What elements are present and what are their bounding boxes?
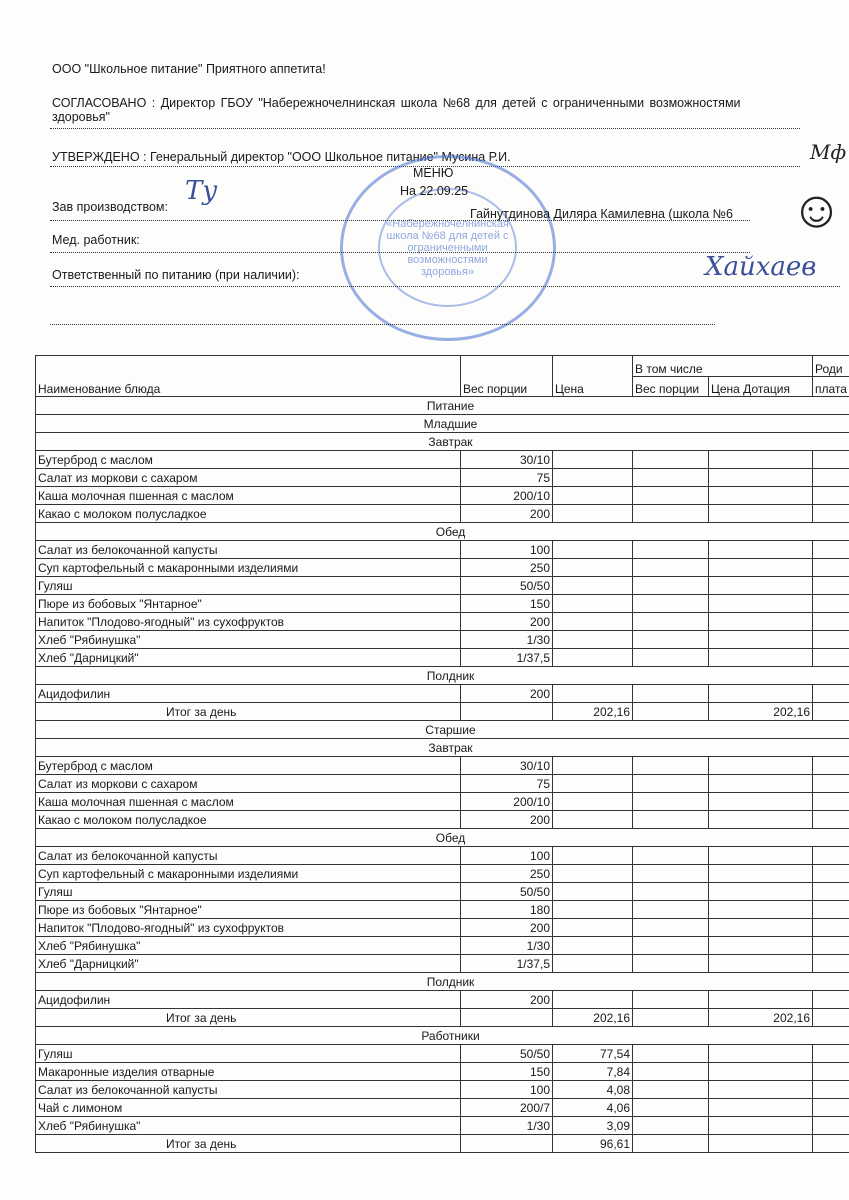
weight-cell: 100 [461,541,553,559]
menu-date: На 22.09.25 [400,184,469,198]
total-row [36,1009,849,1027]
weight-cell: 75 [461,469,553,487]
section-title: Питание [36,397,849,415]
inc-weight-cell [633,901,709,919]
parent-pay-cell [813,1135,849,1153]
inc-weight-cell [633,451,709,469]
inc-price-cell [709,559,813,577]
table-row [36,469,849,487]
dish-name: Напиток "Плодово-ягодный" из сухофруктов [36,919,461,937]
dish-name: Каша молочная пшенная с маслом [36,487,461,505]
table-row [36,847,849,865]
parent-pay-cell [813,595,849,613]
weight-cell: 30/10 [461,757,553,775]
section-title: Обед [36,829,849,847]
col-header-parent-2: плата [813,376,849,397]
price-cell [553,559,633,577]
inc-price-cell [709,613,813,631]
parent-pay-cell [813,613,849,631]
parent-pay-cell [813,559,849,577]
dish-name: Какао с молоком полусладкое [36,811,461,829]
table-row [36,883,849,901]
inc-weight-cell [633,955,709,973]
section-row [36,721,849,739]
col-header-inc-price: Цена Дотация [709,376,813,397]
weight-cell: 30/10 [461,451,553,469]
inc-weight-cell [633,595,709,613]
inc-price-cell [709,649,813,667]
weight-cell [461,1009,553,1027]
parent-pay-cell [813,451,849,469]
table-row [36,559,849,577]
price-cell [553,577,633,595]
dish-name: Бутерброд с маслом [36,451,461,469]
inc-price-cell [709,451,813,469]
inc-price-cell [709,577,813,595]
parent-pay-cell [813,469,849,487]
parent-pay-cell [813,919,849,937]
dish-name: Салат из белокочанной капусты [36,541,461,559]
dish-name: Гуляш [36,883,461,901]
dish-name: Гуляш [36,577,461,595]
table-row [36,937,849,955]
parent-pay-cell [813,991,849,1009]
parent-pay-cell [813,1009,849,1027]
table-row [36,451,849,469]
inc-price-cell [709,1117,813,1135]
price-cell [553,919,633,937]
table-row [36,955,849,973]
dish-name: Салат из белокочанной капусты [36,847,461,865]
table-row [36,919,849,937]
section-title: Обед [36,523,849,541]
price-cell [553,631,633,649]
col-header-name: Наименование блюда [36,356,461,397]
inc-price-cell [709,919,813,937]
section-row [36,397,849,415]
inc-weight-cell [633,1135,709,1153]
table-row [36,1099,849,1117]
inc-weight-cell [633,559,709,577]
inc-weight-cell [633,541,709,559]
parent-pay-cell [813,811,849,829]
price-cell [553,541,633,559]
weight-cell: 200 [461,613,553,631]
inc-price-cell [709,1063,813,1081]
inc-weight-cell [633,703,709,721]
menu-table [35,355,849,1153]
weight-cell [461,1135,553,1153]
inc-price-cell [709,955,813,973]
inc-weight-cell [633,811,709,829]
table-row [36,595,849,613]
parent-pay-cell [813,757,849,775]
inc-weight-cell [633,919,709,937]
table-row [36,505,849,523]
table-row [36,1063,849,1081]
price-cell [553,937,633,955]
menu-title: МЕНЮ [413,166,454,180]
inc-weight-cell [633,1063,709,1081]
weight-cell: 50/50 [461,577,553,595]
table-header-row [36,356,849,377]
price-cell [553,793,633,811]
table-row [36,685,849,703]
director-signature: Мф [810,140,847,164]
parent-pay-cell [813,955,849,973]
inc-weight-cell [633,1081,709,1099]
weight-cell: 50/50 [461,1045,553,1063]
price-cell [553,649,633,667]
dish-name: Хлеб "Рябинушка" [36,937,461,955]
divider [50,286,840,287]
dish-name: Салат из моркови с сахаром [36,775,461,793]
inc-price-cell [709,757,813,775]
section-title: Работники [36,1027,849,1045]
section-title: Младшие [36,415,849,433]
col-header-weight: Вес порции [461,356,553,397]
agreed-line-cont: здоровья" [52,110,110,124]
parent-pay-cell [813,703,849,721]
inc-price-cell [709,811,813,829]
inc-weight-cell [633,577,709,595]
table-row [36,811,849,829]
school-stamp: «Набережночелнинская школа №68 для детей с ограниченными возможностями здоровья» [340,155,556,341]
inc-price-cell [709,1099,813,1117]
inc-price-cell [709,487,813,505]
inc-price-cell [709,685,813,703]
inc-weight-cell [633,847,709,865]
section-title: Завтрак [36,433,849,451]
table-row [36,757,849,775]
price-cell [553,847,633,865]
inc-price-cell [709,937,813,955]
price-cell [553,775,633,793]
table-row [36,577,849,595]
total-label: Итог за день [36,703,461,721]
weight-cell: 200 [461,919,553,937]
dish-name: Салат из белокочанной капусты [36,1081,461,1099]
inc-price-cell [709,865,813,883]
inc-weight-cell [633,685,709,703]
responsible-label: Ответственный по питанию (при наличии): [52,268,300,282]
divider [50,128,800,129]
dish-name: Хлеб "Дарницкий" [36,955,461,973]
inc-weight-cell [633,649,709,667]
dish-name: Напиток "Плодово-ягодный" из сухофруктов [36,613,461,631]
parent-pay-cell [813,901,849,919]
inc-weight-cell [633,1117,709,1135]
inc-price-cell [709,1045,813,1063]
table-row [36,613,849,631]
section-row [36,973,849,991]
weight-cell: 100 [461,1081,553,1099]
price-cell [553,955,633,973]
weight-cell: 200/7 [461,1099,553,1117]
inc-price-cell: 202,16 [709,703,813,721]
col-header-including: В том числе [633,356,813,377]
price-cell [553,613,633,631]
inc-weight-cell [633,775,709,793]
inc-weight-cell [633,469,709,487]
parent-pay-cell [813,1045,849,1063]
inc-price-cell [709,991,813,1009]
parent-pay-cell [813,1117,849,1135]
production-name: Гайнутдинова Диляра Камилевна (школа №6 [470,207,733,221]
dish-name: Какао с молоком полусладкое [36,505,461,523]
parent-pay-cell [813,847,849,865]
price-cell [553,883,633,901]
dish-name: Макаронные изделия отварные [36,1063,461,1081]
dish-name: Бутерброд с маслом [36,757,461,775]
inc-price-cell [709,901,813,919]
production-label: Зав производством: [52,200,168,214]
inc-weight-cell [633,883,709,901]
dish-name: Суп картофельный с макаронными изделиями [36,559,461,577]
medic-label: Мед. работник: [52,233,140,247]
weight-cell: 75 [461,775,553,793]
weight-cell: 250 [461,865,553,883]
divider [50,324,715,325]
price-cell: 202,16 [553,1009,633,1027]
weight-cell: 100 [461,847,553,865]
section-row [36,415,849,433]
weight-cell: 1/30 [461,631,553,649]
inc-price-cell [709,541,813,559]
table-row [36,1117,849,1135]
weight-cell: 1/37,5 [461,649,553,667]
dish-name: Салат из моркови с сахаром [36,469,461,487]
parent-pay-cell [813,631,849,649]
section-row [36,523,849,541]
price-cell [553,487,633,505]
dish-name: Пюре из бобовых "Янтарное" [36,595,461,613]
section-row [36,667,849,685]
parent-pay-cell [813,577,849,595]
inc-price-cell: 202,16 [709,1009,813,1027]
price-cell [553,901,633,919]
dish-name: Хлеб "Рябинушка" [36,1117,461,1135]
inc-price-cell [709,595,813,613]
weight-cell: 200/10 [461,487,553,505]
inc-weight-cell [633,991,709,1009]
total-row [36,703,849,721]
weight-cell: 1/30 [461,1117,553,1135]
dish-name: Хлеб "Рябинушка" [36,631,461,649]
agreed-line: СОГЛАСОВАНО : Директор ГБОУ "Набережночелнинская школа №68 для детей с ограниченными возможностями [52,96,741,110]
parent-pay-cell [813,1099,849,1117]
parent-pay-cell [813,1063,849,1081]
dish-name: Хлеб "Дарницкий" [36,649,461,667]
parent-pay-cell [813,793,849,811]
price-cell: 202,16 [553,703,633,721]
parent-pay-cell [813,937,849,955]
weight-cell: 150 [461,1063,553,1081]
parent-pay-cell [813,505,849,523]
price-cell: 4,08 [553,1081,633,1099]
table-row [36,1045,849,1063]
dish-name: Ацидофилин [36,991,461,1009]
price-cell [553,469,633,487]
parent-pay-cell [813,487,849,505]
inc-weight-cell [633,757,709,775]
section-title: Старшие [36,721,849,739]
inc-price-cell [709,505,813,523]
divider [50,220,750,221]
table-row [36,865,849,883]
weight-cell: 200 [461,505,553,523]
weight-cell: 1/37,5 [461,955,553,973]
dish-name: Ацидофилин [36,685,461,703]
section-title: Завтрак [36,739,849,757]
section-row [36,433,849,451]
inc-price-cell [709,847,813,865]
weight-cell [461,703,553,721]
inc-weight-cell [633,631,709,649]
chef-mascot-icon: ☺ [790,181,844,239]
col-header-price: Цена [553,356,633,397]
approved-line: УТВЕРЖДЕНО : Генеральный директор "ООО Школьное питание" Мусина Р.И. [52,150,511,164]
weight-cell: 200 [461,811,553,829]
section-title: Полдник [36,667,849,685]
total-label: Итог за день [36,1135,461,1153]
parent-pay-cell [813,649,849,667]
price-cell: 3,09 [553,1117,633,1135]
price-cell: 96,61 [553,1135,633,1153]
inc-weight-cell [633,1009,709,1027]
parent-pay-cell [813,541,849,559]
section-title: Полдник [36,973,849,991]
section-row [36,1027,849,1045]
weight-cell: 50/50 [461,883,553,901]
table-row [36,487,849,505]
inc-price-cell [709,793,813,811]
total-label: Итог за день [36,1009,461,1027]
table-row [36,901,849,919]
inc-weight-cell [633,937,709,955]
dish-name: Каша молочная пшенная с маслом [36,793,461,811]
col-header-parent-1: Роди [813,356,849,377]
price-cell [553,451,633,469]
price-cell: 4,06 [553,1099,633,1117]
parent-pay-cell [813,865,849,883]
dish-name: Суп картофельный с макаронными изделиями [36,865,461,883]
inc-weight-cell [633,793,709,811]
table-row [36,631,849,649]
production-signature: Ту [185,176,218,206]
table-row [36,541,849,559]
section-row [36,829,849,847]
parent-pay-cell [813,775,849,793]
parent-pay-cell [813,883,849,901]
table-row [36,1081,849,1099]
inc-price-cell [709,775,813,793]
dish-name: Пюре из бобовых "Янтарное" [36,901,461,919]
price-cell [553,991,633,1009]
total-row [36,1135,849,1153]
responsible-signature: Хайхаев [705,252,817,282]
weight-cell: 250 [461,559,553,577]
inc-weight-cell [633,1099,709,1117]
parent-pay-cell [813,685,849,703]
price-cell [553,595,633,613]
parent-pay-cell [813,1081,849,1099]
inc-price-cell [709,1135,813,1153]
table-row [36,793,849,811]
inc-weight-cell [633,505,709,523]
table-row [36,991,849,1009]
inc-weight-cell [633,865,709,883]
col-header-inc-weight: Вес порции [633,376,709,397]
price-cell [553,757,633,775]
price-cell [553,685,633,703]
divider [50,252,750,253]
weight-cell: 180 [461,901,553,919]
inc-price-cell [709,883,813,901]
weight-cell: 1/30 [461,937,553,955]
weight-cell: 200 [461,685,553,703]
inc-price-cell [709,1081,813,1099]
price-cell: 77,54 [553,1045,633,1063]
inc-price-cell [709,469,813,487]
dish-name: Гуляш [36,1045,461,1063]
price-cell: 7,84 [553,1063,633,1081]
company-line: ООО "Школьное питание" Приятного аппетита! [52,62,326,76]
inc-price-cell [709,631,813,649]
inc-weight-cell [633,1045,709,1063]
inc-weight-cell [633,487,709,505]
section-row [36,739,849,757]
dish-name: Чай с лимоном [36,1099,461,1117]
price-cell [553,505,633,523]
price-cell [553,865,633,883]
price-cell [553,811,633,829]
inc-weight-cell [633,613,709,631]
weight-cell: 150 [461,595,553,613]
table-row [36,775,849,793]
weight-cell: 200 [461,991,553,1009]
table-row [36,649,849,667]
weight-cell: 200/10 [461,793,553,811]
